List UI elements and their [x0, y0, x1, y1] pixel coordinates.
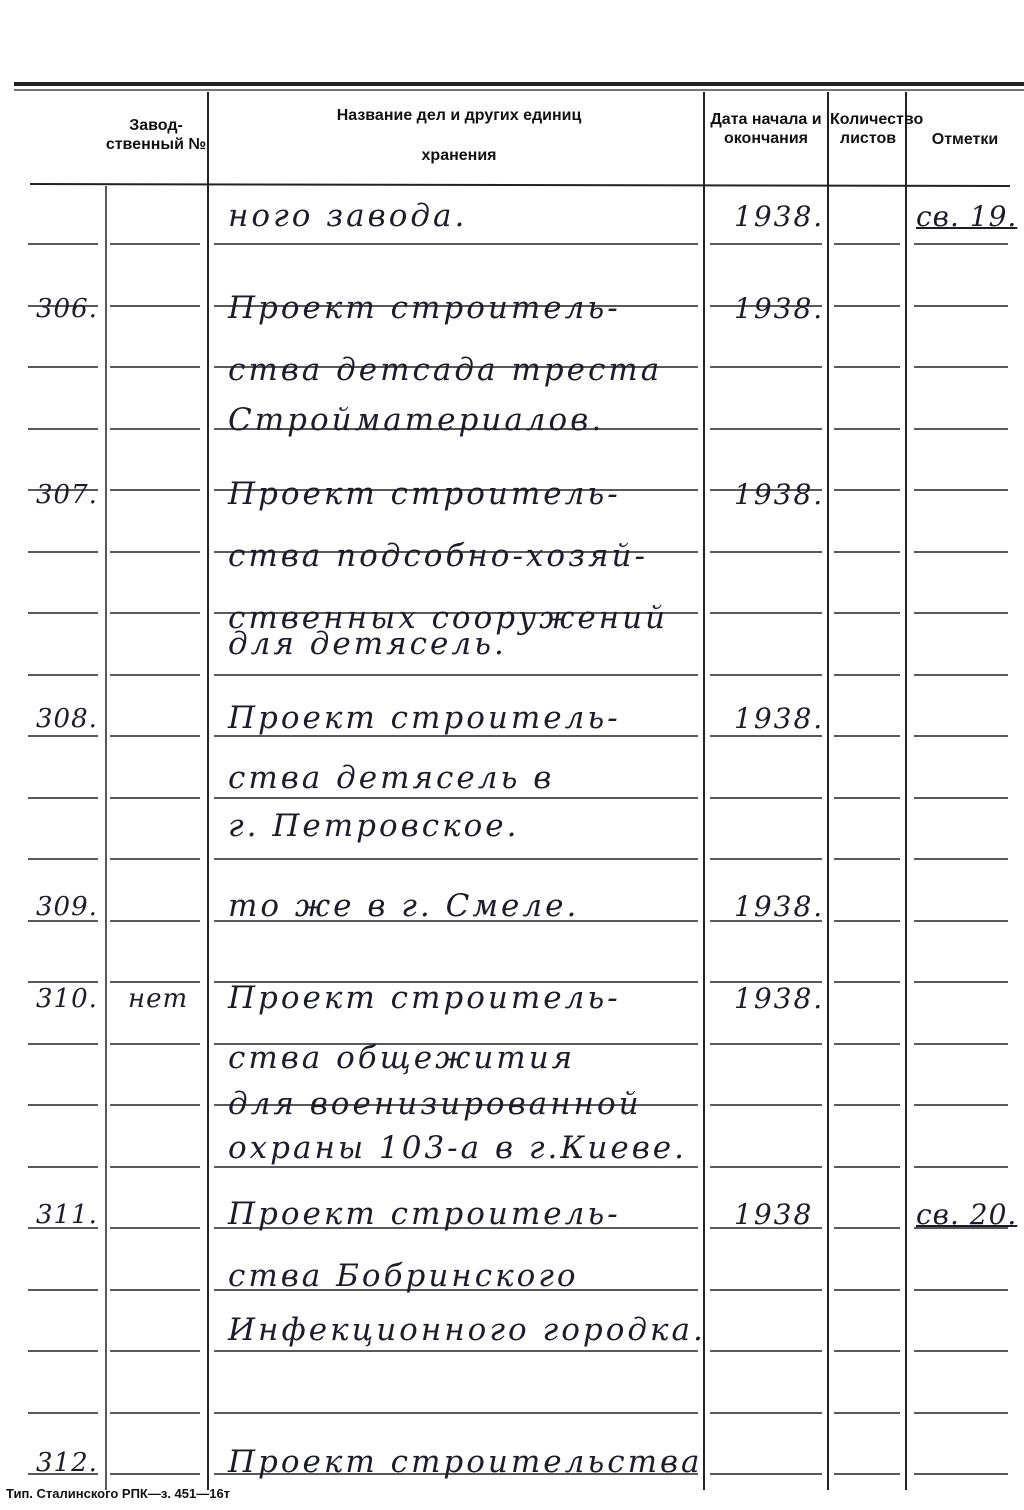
entry-title-line: ственных сооружений — [228, 600, 669, 636]
entry-title-line: ного завода. — [228, 198, 468, 234]
entry-title-line: Проект строитель- — [228, 700, 621, 736]
header-bottom-rule — [30, 184, 1010, 186]
header-col-dates: Дата начала и окончания — [710, 111, 822, 147]
entry-dates: 1938. — [734, 702, 825, 735]
entry-notes: св. 20. — [916, 1198, 1018, 1231]
header-col-sheets: Количество листов — [830, 111, 924, 147]
header-col-title-2: хранения — [421, 147, 497, 164]
printer-imprint: Тип. Сталинского РПК—з. 451—16т — [6, 1486, 231, 1501]
entry-title-line: ства подсобно-хозяй- — [228, 538, 648, 574]
entry-title-line: г. Петровское. — [228, 808, 520, 844]
entry-number: 310. — [36, 984, 98, 1014]
entry-title-line: то же в г. Смеле. — [228, 888, 580, 924]
entry-title-line: Проект строитель- — [228, 980, 621, 1016]
entry-number: 309. — [36, 892, 98, 922]
entry-title-line: Проект строитель- — [228, 1196, 621, 1232]
entry-dates: 1938. — [734, 200, 825, 233]
entry-notes: св. 19. — [916, 200, 1018, 233]
header-col-title: Название дел и других единиц — [336, 107, 582, 124]
entry-number: 307. — [36, 480, 98, 510]
entry-dates: 1938. — [734, 982, 825, 1015]
entry-title-line: ства детясель в — [228, 760, 555, 796]
entry-title-line: Проект строитель- — [228, 290, 621, 326]
entry-title-line: Стройматериалов. — [228, 402, 605, 438]
header-col-number: Завод-ственный № — [105, 117, 207, 153]
entry-title-line: охраны 103-а в г.Киеве. — [228, 1130, 687, 1166]
entry-dates: 1938. — [734, 292, 825, 325]
entry-title-line: ства Бобринского — [228, 1258, 579, 1294]
entry-dates: 1938. — [734, 890, 825, 923]
entry-title-line: Проект строительства — [228, 1444, 703, 1480]
factory-number: нет — [128, 984, 189, 1014]
entry-title-line: Проект строитель- — [228, 476, 621, 512]
entry-number: 308. — [36, 704, 98, 734]
entry-title-line: ства детсада треста — [228, 352, 663, 388]
entry-number: 306. — [36, 294, 98, 324]
entry-dates: 1938. — [734, 478, 825, 511]
entry-title-line: для военизированной — [228, 1086, 642, 1122]
entry-number: 311. — [36, 1200, 98, 1230]
entry-title-line: Инфекционного городка. — [228, 1312, 706, 1348]
entry-dates: 1938 — [734, 1198, 814, 1231]
header-col-notes: Отметки — [931, 131, 999, 148]
entry-title-line: для детясель. — [228, 626, 507, 662]
entry-title-line: ства общежития — [228, 1040, 576, 1076]
entry-number: 312. — [36, 1448, 98, 1478]
